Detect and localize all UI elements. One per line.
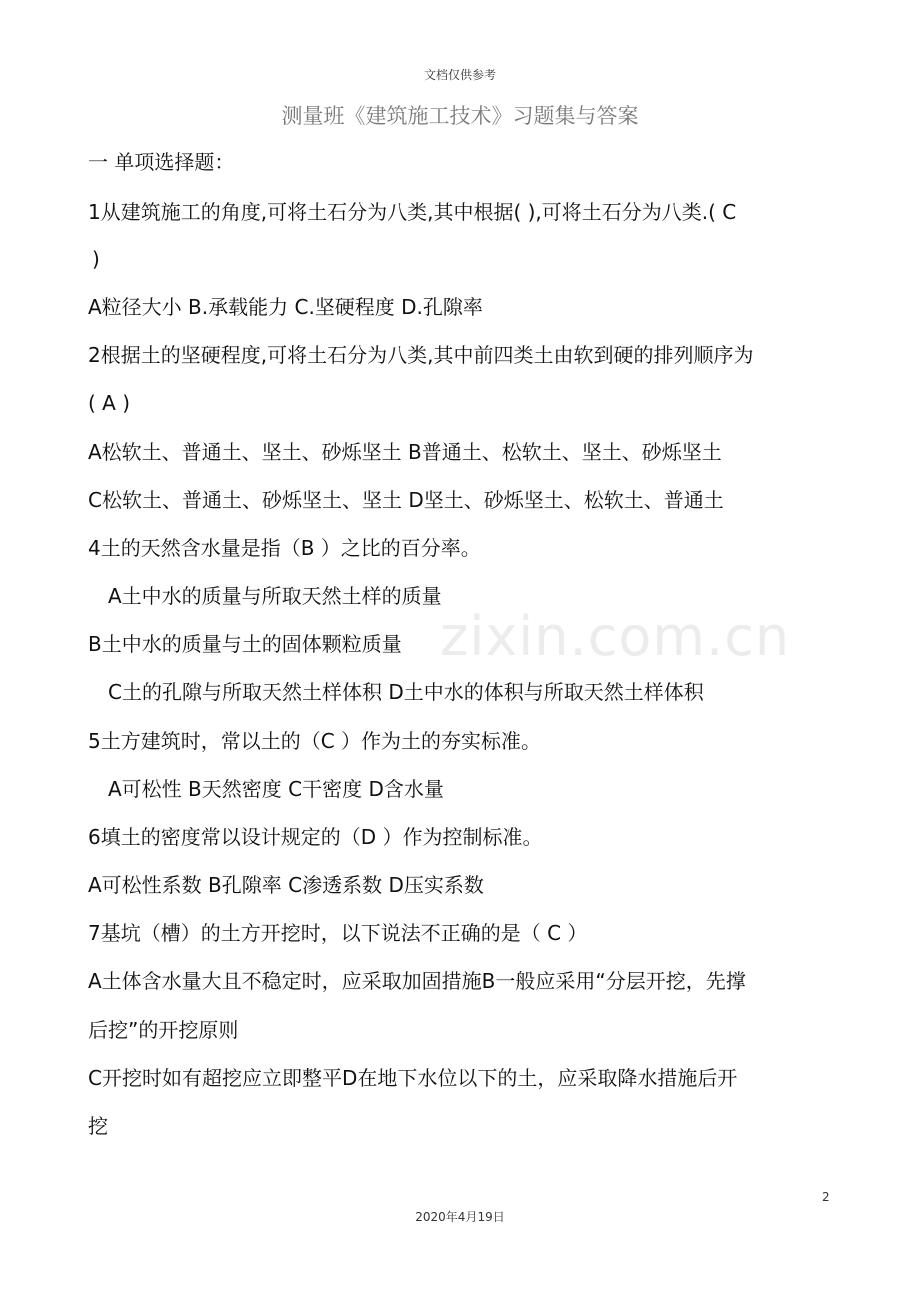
question-1-options: A粒径大小 B.承载能力 C.坚硬程度 D.孔隙率 xyxy=(88,295,483,319)
question-2-line-1: 2根据土的坚硬程度,可将土石分为八类,其中前四类土由软到硬的排列顺序为 xyxy=(88,343,754,367)
question-6: 6填土的密度常以设计规定的（D ）作为控制标准。 xyxy=(88,825,543,849)
question-2-options-cd: C松软土、普通土、砂烁坚土、坚土 D坚土、砂烁坚土、松软土、普通土 xyxy=(88,488,724,512)
watermark: zixin.com.cn xyxy=(440,605,791,668)
question-4-options-cd: C土的孔隙与所取天然土样体积 D土中水的体积与所取天然土样体积 xyxy=(108,680,704,704)
question-4-option-b: B土中水的质量与土的固体颗粒质量 xyxy=(88,632,402,656)
question-1-line-2: ) xyxy=(92,247,100,271)
question-7-options-ab-cont: 后挖”的开挖原则 xyxy=(88,1018,239,1042)
footer-date: 2020年4月19日 xyxy=(415,1210,505,1224)
question-7-options-ab: A土体含水量大且不稳定时，应采取加固措施B一般应采用“分层开挖，先撑 xyxy=(88,969,746,993)
question-2-options-ab: A松软土、普通土、坚土、砂烁坚土 B普通土、松软土、坚土、砂烁坚土 xyxy=(88,440,722,464)
question-4: 4土的天然含水量是指（B ）之比的百分率。 xyxy=(88,536,481,560)
question-5: 5土方建筑时，常以土的（C ）作为土的夯实标准。 xyxy=(88,729,542,753)
question-7-options-cd-cont: 挖 xyxy=(88,1114,108,1138)
question-7-options-cd: C开挖时如有超挖应立即整平D在地下水位以下的土，应采取降水措施后开 xyxy=(88,1066,738,1090)
question-6-options: A可松性系数 B孔隙率 C渗透系数 D压实系数 xyxy=(88,873,484,897)
document-title: 测量班《建筑施工技术》习题集与答案 xyxy=(281,104,639,128)
question-5-options: A可松性 B天然密度 C干密度 D含水量 xyxy=(108,777,444,801)
question-7: 7基坑（槽）的土方开挖时，以下说法不正确的是（ C ） xyxy=(88,921,588,945)
question-4-option-a: A土中水的质量与所取天然土样的质量 xyxy=(108,584,442,608)
header-note: 文档仅供参考 xyxy=(423,68,496,82)
page-number: 2 xyxy=(822,1190,830,1204)
question-1-line-1: 1从建筑施工的角度,可将土石分为八类,其中根据( ),可将土石分为八类.( C xyxy=(88,200,737,224)
question-2-line-2: ( A ) xyxy=(88,391,131,415)
section-heading: 一 单项选择题： xyxy=(88,150,235,174)
